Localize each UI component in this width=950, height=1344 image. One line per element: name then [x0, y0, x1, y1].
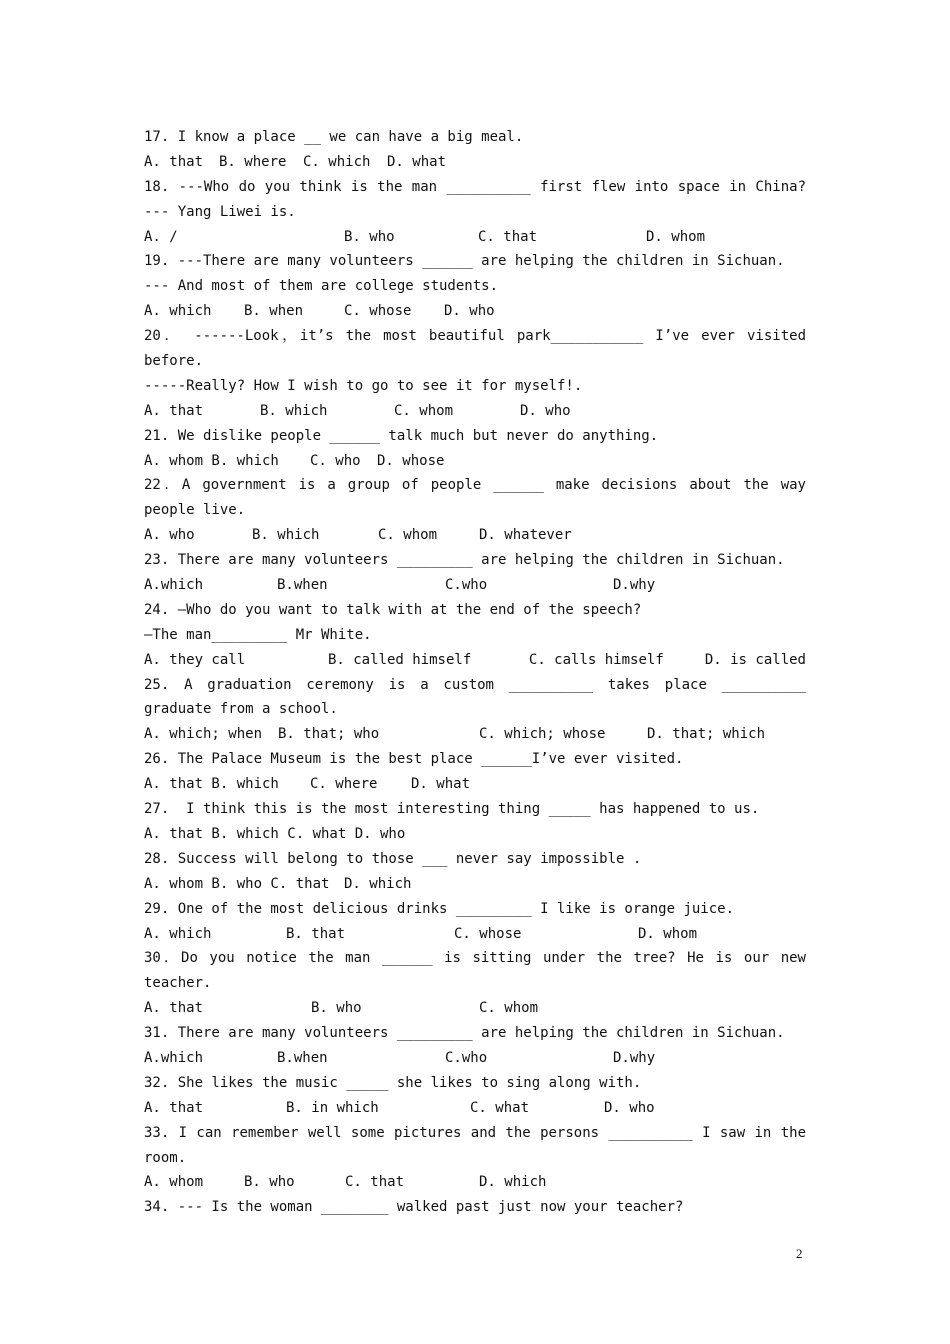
question-stem: 26. The Palace Museum is the best place ______I’ve ever visited.	[144, 751, 684, 768]
question-stem-continued: before.	[144, 353, 204, 370]
question-21	[144, 424, 806, 474]
option-c: C. whom	[479, 1000, 539, 1017]
answer-options	[144, 1046, 806, 1071]
option-b: B. who	[244, 1174, 295, 1191]
question-stem-continued: people live.	[144, 502, 246, 519]
option-c: C. who	[310, 452, 361, 469]
option-c: C. that	[478, 228, 538, 245]
question-31	[144, 1021, 806, 1071]
question-stem: 27. I think this is the most interesting thing _____ has happened to us.	[144, 801, 760, 818]
question-stem: 18. ---Who do you think is the man __________ first flew into space in China?	[144, 178, 806, 195]
question-stem: 28. Success will belong to those ___ never say impossible .	[144, 850, 642, 867]
answer-options	[144, 648, 806, 673]
question-30	[144, 946, 806, 1021]
question-stem-continued: teacher.	[144, 975, 212, 992]
option-b: B. where	[219, 153, 287, 170]
option-c: C. which; whose	[479, 726, 606, 743]
question-17	[144, 125, 806, 175]
option-d: D. who	[444, 303, 495, 320]
option-b: B. which	[252, 527, 320, 544]
question-stem: 24. —Who do you want to talk with at the end of the speech?	[144, 601, 642, 618]
option-c: C.who	[445, 1049, 488, 1066]
option-d: D. whom	[646, 228, 706, 245]
question-19	[144, 249, 806, 324]
option-a: A. that	[144, 1000, 204, 1017]
option-a: A. who	[144, 527, 195, 544]
question-26	[144, 747, 806, 797]
question-27	[144, 797, 806, 847]
option-d: D. which	[479, 1174, 547, 1191]
worksheet-page	[144, 125, 806, 1220]
option-a: A. that	[144, 153, 204, 170]
answer-options	[144, 772, 806, 797]
question-stem: 20． ------Look，it’s the most beautiful park___________ I’ve ever visited	[144, 328, 806, 345]
option-a-b: A. that B. which	[144, 776, 279, 793]
option-c: C. whose	[344, 303, 412, 320]
question-stem-continued: graduate from a school.	[144, 701, 338, 718]
option-b: B.when	[277, 1049, 328, 1066]
option-b: B. which	[260, 402, 328, 419]
option-c: C.who	[445, 577, 488, 594]
question-stem: 17. I know a place __ we can have a big meal.	[144, 129, 524, 145]
question-stem: 31. There are many volunteers _________ are helping the children in Sichuan.	[144, 1025, 785, 1042]
answer-options	[144, 922, 806, 947]
option-b: B. who	[311, 1000, 362, 1017]
option-a: A. that	[144, 402, 204, 419]
option-a: A. which; when	[144, 726, 263, 743]
option-d: D. whatever	[479, 527, 572, 544]
option-b: B. in which	[286, 1099, 379, 1116]
option-a: A.which	[144, 1049, 204, 1066]
option-a: A. they call	[144, 651, 246, 668]
question-34	[144, 1195, 806, 1220]
option-c: C. calls himself	[528, 651, 664, 668]
answer-options	[144, 1096, 806, 1121]
option-d: D.why	[613, 1049, 656, 1066]
option-c: C. where	[310, 776, 378, 793]
answer-options	[144, 225, 806, 250]
question-32	[144, 1071, 806, 1121]
option-b: B. that	[286, 925, 346, 942]
option-d: D. whom	[638, 925, 698, 942]
option-a: A.which	[144, 577, 204, 594]
option-b: B.when	[277, 577, 328, 594]
answer-options	[144, 523, 806, 548]
answer-options	[144, 996, 806, 1021]
option-b: B. when	[244, 303, 304, 320]
option-c: C. what	[470, 1099, 530, 1116]
option-list: A. that B. which C. what D. who	[144, 825, 406, 842]
question-33	[144, 1121, 806, 1196]
option-a: A. whom	[144, 1174, 204, 1191]
option-d: D. who	[520, 402, 571, 419]
question-stem: 29. One of the most delicious drinks _________ I like is orange juice.	[144, 900, 735, 917]
option-d: D. who	[604, 1099, 655, 1116]
answer-options	[144, 722, 806, 747]
option-b: B. who	[344, 228, 395, 245]
answer-options	[144, 399, 806, 424]
answer-options	[144, 1170, 806, 1195]
page-number: 2	[796, 1246, 803, 1261]
option-c: C. whose	[454, 925, 522, 942]
option-c: C. whom	[394, 402, 454, 419]
question-28	[144, 847, 806, 897]
answer-options	[144, 822, 806, 847]
option-d: D. what	[411, 776, 471, 793]
answer-options	[144, 449, 806, 474]
answer-options	[144, 872, 806, 897]
option-c: C. which	[303, 153, 371, 170]
question-stem-continued: --- Yang Liwei is.	[144, 203, 296, 220]
dialogue-reply: —The man_________ Mr White.	[144, 626, 372, 643]
question-stem: 30．Do you notice the man ______ is sitting under the tree? He is our new	[144, 950, 806, 967]
option-b: B. called himself	[327, 651, 472, 668]
question-stem: 25. A graduation ceremony is a custom __________ takes place __________	[144, 676, 806, 693]
option-d: D. whose	[377, 452, 445, 469]
question-23	[144, 548, 806, 598]
option-a-b: A. whom B. which	[144, 452, 279, 469]
answer-options	[144, 573, 806, 598]
option-a-b-c: A. whom B. who C. that	[144, 875, 330, 892]
question-stem-continued: --- And most of them are college students.	[144, 278, 499, 295]
option-b: B. that; who	[278, 726, 380, 743]
question-22	[144, 473, 806, 548]
answer-options	[144, 299, 806, 324]
option-a: A. which	[144, 925, 212, 942]
option-d: D. is called	[704, 651, 806, 668]
option-d: D. which	[344, 875, 412, 892]
question-stem-continued: room.	[144, 1149, 187, 1166]
option-d: D. what	[387, 153, 447, 170]
question-24	[144, 598, 806, 673]
question-29	[144, 897, 806, 947]
question-stem: 21. We dislike people ______ talk much but never do anything.	[144, 427, 659, 444]
dialogue-reply: -----Really? How I wish to go to see it for myself!.	[144, 377, 583, 394]
option-d: D. that; which	[647, 726, 766, 743]
question-25	[144, 673, 806, 748]
question-stem: 23. There are many volunteers _________ are helping the children in Sichuan.	[144, 552, 785, 569]
answer-options	[144, 150, 806, 175]
option-a: A. /	[144, 228, 178, 245]
question-stem: 33. I can remember well some pictures and the persons __________ I saw in the	[144, 1124, 806, 1141]
question-stem: 34. --- Is the woman ________ walked past just now your teacher?	[144, 1199, 684, 1216]
question-18	[144, 175, 806, 250]
question-20	[144, 324, 806, 424]
option-d: D.why	[613, 577, 656, 594]
option-a: A. that	[144, 1099, 204, 1116]
question-stem: 19. ---There are many volunteers ______ are helping the children in Sichuan.	[144, 253, 785, 270]
question-stem: 32. She likes the music _____ she likes to sing along with.	[144, 1074, 642, 1091]
option-c: C. that	[345, 1174, 405, 1191]
question-stem: 22．A government is a group of people ______ make decisions about the way	[144, 477, 806, 494]
option-a: A. which	[144, 303, 212, 320]
option-c: C. whom	[378, 527, 438, 544]
